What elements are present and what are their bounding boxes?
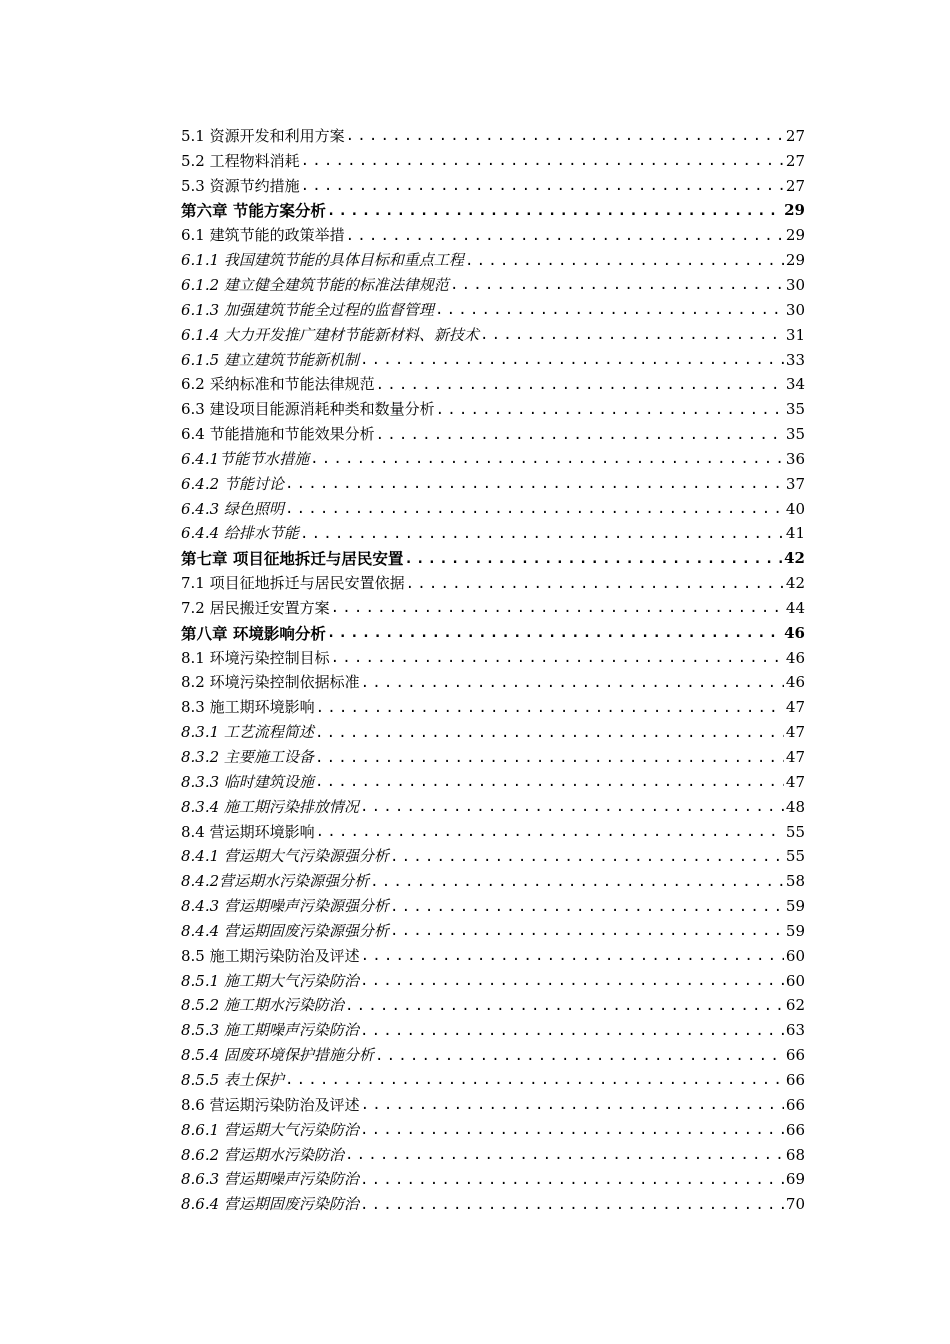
toc-dot-leader xyxy=(370,875,784,889)
toc-entry[interactable] xyxy=(181,248,805,273)
toc-dot-leader xyxy=(390,850,784,864)
toc-page-number: 68 xyxy=(785,1145,805,1164)
toc-page-number: 44 xyxy=(785,598,805,617)
toc-entry-label: 第六章 节能方案分析 xyxy=(181,201,326,221)
toc-entry-label: 5.2 工程物料消耗 xyxy=(181,151,300,170)
toc-entry-label: 8.3.1 工艺流程简述 xyxy=(181,723,314,742)
toc-page-number: 29 xyxy=(785,251,805,270)
toc-page-number: 47 xyxy=(785,748,805,767)
toc-entry[interactable] xyxy=(181,869,805,894)
toc-entry[interactable] xyxy=(181,944,805,969)
toc-entry-label: 6.1.2 建立健全建筑节能的标准法律规范 xyxy=(181,275,449,294)
toc-page-number: 66 xyxy=(785,1070,805,1089)
toc-dot-leader xyxy=(450,278,784,292)
toc-entry[interactable] xyxy=(181,372,805,397)
toc-entry[interactable] xyxy=(181,1167,805,1192)
toc-page-number: 42 xyxy=(785,574,805,593)
toc-entry-label: 8.4.2营运期水污染源强分析 xyxy=(181,872,370,891)
toc-entry-label: 8.4.3 营运期噪声污染源强分析 xyxy=(181,897,389,916)
toc-page-number: 30 xyxy=(785,300,805,319)
toc-entry-label: 6.4.2 节能讨论 xyxy=(181,474,284,493)
toc-entry-label: 8.4 营运期环境影响 xyxy=(181,822,315,841)
toc-dot-leader xyxy=(361,949,784,963)
toc-dot-leader xyxy=(301,179,784,193)
toc-entry-label: 8.6.3 营运期噪声污染防治 xyxy=(181,1170,359,1189)
toc-page-number: 55 xyxy=(785,822,805,841)
toc-entry-label: 8.3 施工期环境影响 xyxy=(181,698,315,717)
toc-entry-label: 8.3.2 主要施工设备 xyxy=(181,748,314,767)
toc-page-number: 27 xyxy=(785,151,805,170)
toc-page-number: 66 xyxy=(785,1046,805,1065)
toc-entry[interactable] xyxy=(181,596,805,621)
toc-entry[interactable] xyxy=(181,646,805,671)
toc-entry[interactable] xyxy=(181,1118,805,1143)
toc-page-number: 47 xyxy=(785,772,805,791)
toc-dot-leader xyxy=(346,229,784,243)
toc-dot-leader xyxy=(390,900,784,914)
toc-entry[interactable] xyxy=(181,124,805,149)
toc-page-number: 59 xyxy=(785,897,805,916)
toc-dot-leader xyxy=(376,378,784,392)
toc-entry[interactable] xyxy=(181,497,805,522)
toc-entry[interactable] xyxy=(181,422,805,447)
toc-entry[interactable] xyxy=(181,522,805,547)
toc-dot-leader xyxy=(360,353,784,367)
toc-entry[interactable] xyxy=(181,397,805,422)
toc-entry[interactable] xyxy=(181,571,805,596)
toc-entry-label: 6.1.3 加强建筑节能全过程的监督管理 xyxy=(181,300,434,319)
toc-entry[interactable] xyxy=(181,323,805,348)
toc-page-number: 42 xyxy=(784,549,805,568)
toc-entry-label: 6.2 采纳标准和节能法律规范 xyxy=(181,375,375,394)
toc-dot-leader xyxy=(435,303,784,317)
toc-dot-leader xyxy=(390,924,784,938)
toc-entry[interactable] xyxy=(181,894,805,919)
toc-entry[interactable] xyxy=(181,1068,805,1093)
toc-entry-label: 8.6.4 营运期固废污染防治 xyxy=(181,1195,359,1214)
toc-entry[interactable] xyxy=(181,1192,805,1217)
toc-page-number: 46 xyxy=(785,648,805,667)
toc-dot-leader xyxy=(315,751,784,765)
toc-page-number: 62 xyxy=(785,996,805,1015)
toc-entry-label: 8.3.4 施工期污染排放情况 xyxy=(181,797,359,816)
toc-page-number: 34 xyxy=(785,375,805,394)
toc-page-number: 46 xyxy=(785,673,805,692)
toc-dot-leader xyxy=(301,154,784,168)
toc-page-number: 46 xyxy=(784,623,805,642)
toc-page-number: 48 xyxy=(785,797,805,816)
toc-dot-leader xyxy=(404,552,782,566)
toc-entry[interactable] xyxy=(181,745,805,770)
toc-entry[interactable] xyxy=(181,770,805,795)
toc-entry[interactable] xyxy=(181,149,805,174)
toc-entry[interactable] xyxy=(181,1093,805,1118)
toc-entry-label: 6.4.3 绿色照明 xyxy=(181,499,284,518)
toc-entry[interactable] xyxy=(181,273,805,298)
toc-page-number: 47 xyxy=(785,698,805,717)
toc-entry[interactable] xyxy=(181,298,805,323)
toc-entry-label: 6.4.4 给排水节能 xyxy=(181,524,299,543)
toc-dot-leader xyxy=(360,1198,784,1212)
toc-entry[interactable] xyxy=(181,820,805,845)
toc-dot-leader xyxy=(310,452,784,466)
toc-entry[interactable] xyxy=(181,1143,805,1168)
toc-dot-leader xyxy=(315,775,784,789)
toc-entry[interactable] xyxy=(181,174,805,199)
toc-page-number: 69 xyxy=(785,1170,805,1189)
toc-entry[interactable] xyxy=(181,844,805,869)
toc-entry[interactable] xyxy=(181,720,805,745)
toc-entry-label: 8.5.5 表土保护 xyxy=(181,1070,284,1089)
toc-entry-label: 6.1.5 建立建筑节能新机制 xyxy=(181,350,359,369)
toc-dot-leader xyxy=(300,527,784,541)
toc-entry[interactable] xyxy=(181,472,805,497)
toc-dot-leader xyxy=(480,328,784,342)
toc-page-number: 31 xyxy=(785,325,805,344)
toc-page-number: 35 xyxy=(785,400,805,419)
toc-dot-leader xyxy=(315,726,784,740)
toc-page-number: 29 xyxy=(784,201,805,220)
toc-dot-leader xyxy=(331,601,784,615)
toc-entry[interactable] xyxy=(181,199,805,224)
toc-dot-leader xyxy=(331,651,784,665)
toc-page-number: 37 xyxy=(785,474,805,493)
toc-entry-label: 8.4.1 营运期大气污染源强分析 xyxy=(181,847,389,866)
toc-dot-leader xyxy=(345,1148,784,1162)
toc-page-number: 27 xyxy=(785,176,805,195)
toc-entry-label: 第七章 项目征地拆迁与居民安置 xyxy=(181,549,404,569)
toc-dot-leader xyxy=(360,1024,784,1038)
toc-dot-leader xyxy=(345,999,784,1013)
toc-page-number: 33 xyxy=(785,350,805,369)
toc-entry-label: 8.6.1 营运期大气污染防治 xyxy=(181,1120,359,1139)
toc-entry[interactable] xyxy=(181,969,805,994)
toc-entry-label: 6.3 建设项目能源消耗种类和数量分析 xyxy=(181,400,435,419)
toc-entry-label: 8.5.1 施工期大气污染防治 xyxy=(181,971,359,990)
toc-page-number: 29 xyxy=(785,226,805,245)
toc-entry[interactable] xyxy=(181,1043,805,1068)
toc-entry-label: 8.1 环境污染控制目标 xyxy=(181,648,330,667)
toc-dot-leader xyxy=(360,1173,784,1187)
toc-entry-label: 8.6.2 营运期水污染防治 xyxy=(181,1145,344,1164)
toc-dot-leader xyxy=(285,477,784,491)
toc-entry[interactable] xyxy=(181,994,805,1019)
toc-entry-label: 5.1 资源开发和利用方案 xyxy=(181,126,345,145)
toc-entry-label: 8.3.3 临时建筑设施 xyxy=(181,772,314,791)
toc-dot-leader xyxy=(361,676,784,690)
toc-page-number: 63 xyxy=(785,1021,805,1040)
toc-page-number: 30 xyxy=(785,275,805,294)
toc-entry-label: 6.4.1节能节水措施 xyxy=(181,449,310,468)
toc-dot-leader xyxy=(316,701,784,715)
toc-dot-leader xyxy=(327,204,782,218)
toc-dot-leader xyxy=(285,1073,784,1087)
toc-entry-label: 7.1 项目征地拆迁与居民安置依据 xyxy=(181,574,405,593)
toc-entry-label: 8.5.2 施工期水污染防治 xyxy=(181,996,344,1015)
toc-entry[interactable] xyxy=(181,223,805,248)
toc-dot-leader xyxy=(436,403,784,417)
toc-dot-leader xyxy=(360,1123,784,1137)
toc-page-number: 60 xyxy=(785,946,805,965)
toc-entry-label: 8.5.4 固废环境保护措施分析 xyxy=(181,1046,374,1065)
toc-dot-leader xyxy=(316,825,784,839)
toc-entry-label: 6.4 节能措施和节能效果分析 xyxy=(181,425,375,444)
toc-dot-leader xyxy=(406,577,784,591)
toc-dot-leader xyxy=(327,626,782,640)
toc-page-number: 41 xyxy=(785,524,805,543)
toc-entry[interactable] xyxy=(181,447,805,472)
toc-entry-label: 8.5.3 施工期噪声污染防治 xyxy=(181,1021,359,1040)
toc-entry-label: 6.1.1 我国建筑节能的具体目标和重点工程 xyxy=(181,251,464,270)
toc-dot-leader xyxy=(360,974,784,988)
toc-entry[interactable] xyxy=(181,1018,805,1043)
toc-entry-label: 8.5 施工期污染防治及评述 xyxy=(181,946,360,965)
toc-entry-label: 第八章 环境影响分析 xyxy=(181,623,326,643)
toc-page-number: 70 xyxy=(785,1195,805,1214)
toc-entry[interactable] xyxy=(181,671,805,696)
toc-page-number: 35 xyxy=(785,425,805,444)
toc-dot-leader xyxy=(285,502,784,516)
toc-dot-leader xyxy=(465,254,784,268)
toc-dot-leader xyxy=(376,428,784,442)
toc-dot-leader xyxy=(346,129,784,143)
toc-entry-label: 6.1 建筑节能的政策举措 xyxy=(181,226,345,245)
toc-entry[interactable] xyxy=(181,695,805,720)
toc-page-number: 60 xyxy=(785,971,805,990)
toc-page-number: 58 xyxy=(785,872,805,891)
toc-page-number: 36 xyxy=(785,449,805,468)
toc-page-number: 27 xyxy=(785,126,805,145)
toc-page-number: 47 xyxy=(785,723,805,742)
toc-page-number: 66 xyxy=(785,1095,805,1114)
toc-entry[interactable] xyxy=(181,621,805,646)
toc-entry[interactable] xyxy=(181,546,805,571)
toc-entry-label: 8.4.4 营运期固废污染源强分析 xyxy=(181,921,389,940)
toc-page-number: 55 xyxy=(785,847,805,866)
table-of-contents xyxy=(181,124,805,1217)
toc-dot-leader xyxy=(360,800,784,814)
toc-entry-label: 6.1.4 大力开发推广建材节能新材料、新技术 xyxy=(181,325,479,344)
toc-entry-label: 8.2 环境污染控制依据标准 xyxy=(181,673,360,692)
toc-entry-label: 7.2 居民搬迁安置方案 xyxy=(181,598,330,617)
toc-dot-leader xyxy=(361,1098,784,1112)
toc-entry-label: 5.3 资源节约措施 xyxy=(181,176,300,195)
toc-entry[interactable] xyxy=(181,348,805,373)
toc-page-number: 66 xyxy=(785,1120,805,1139)
toc-entry-label: 8.6 营运期污染防治及评述 xyxy=(181,1095,360,1114)
toc-page-number: 40 xyxy=(785,499,805,518)
toc-entry[interactable] xyxy=(181,919,805,944)
toc-page-number: 59 xyxy=(785,921,805,940)
toc-entry[interactable] xyxy=(181,795,805,820)
toc-dot-leader xyxy=(375,1049,784,1063)
